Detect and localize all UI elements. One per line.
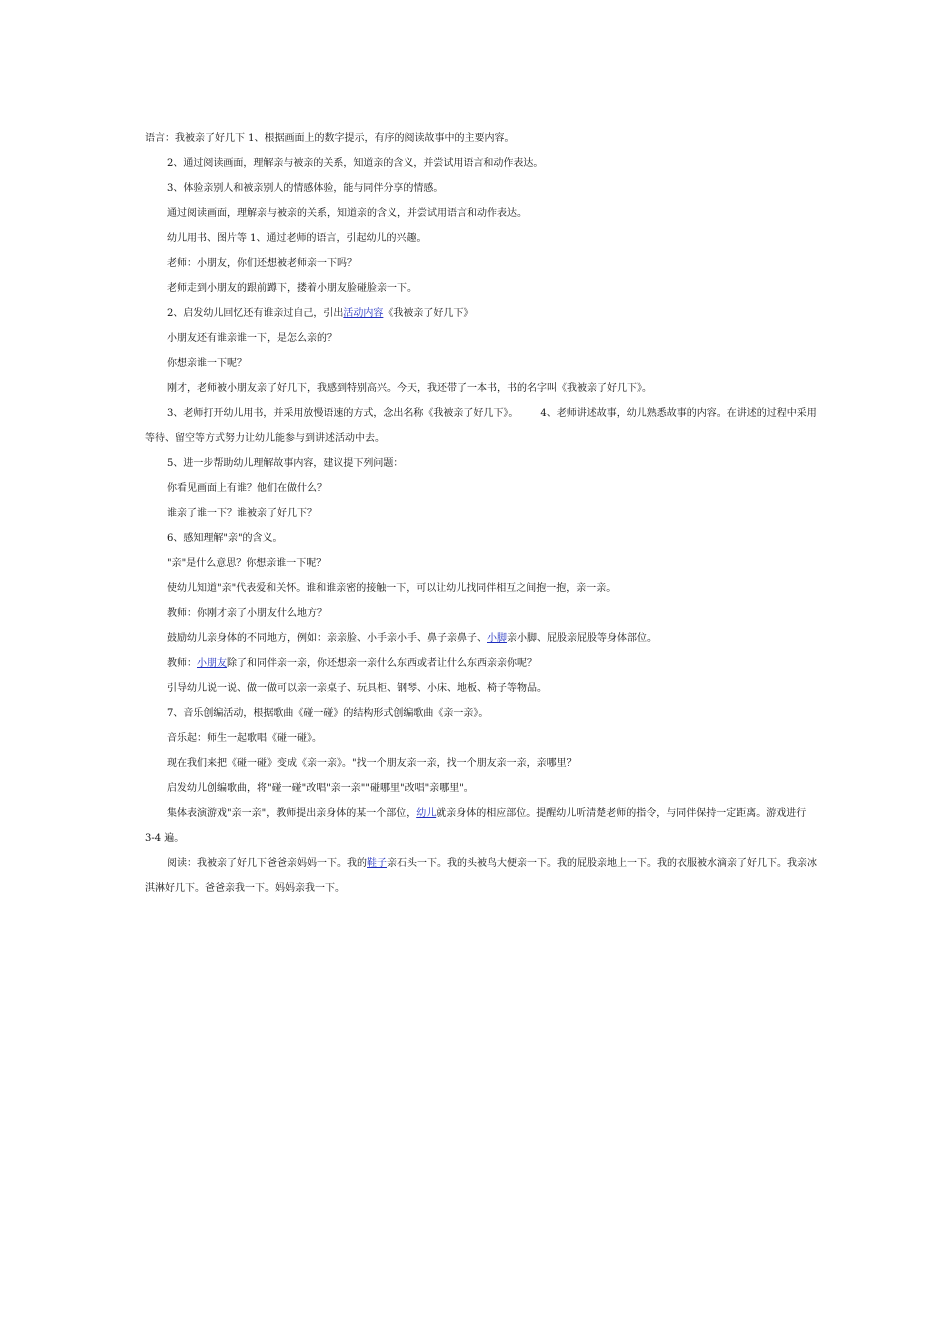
paragraph-materials: 幼儿用书、图片等 1、通过老师的语言，引起幼儿的兴趣。: [167, 233, 427, 244]
paragraph-step-5: 5、进一步帮助幼儿理解故事内容，建议提下列问题：: [167, 458, 404, 469]
paragraph-meaning: 使幼儿知道"亲"代表爱和关怀。谁和谁亲密的接触一下，可以让幼儿找同伴相互之间抱一抱，亲一亲。: [167, 583, 617, 594]
paragraph-song-create: 启发幼儿创编歌曲，将"碰一碰"改唱"亲一亲""碰哪里"改唱"亲哪里"。: [167, 783, 474, 794]
paragraph-question-want: 你想亲谁一下呢？: [167, 358, 247, 369]
paragraph-q2: 谁亲了谁一下？谁被亲了好几下？: [167, 508, 317, 519]
paragraph-goal-2: 2、通过阅读画面，理解亲与被亲的关系，知道亲的含义，并尝试用语言和动作表达。: [167, 158, 544, 169]
paragraph-intro: 语言：我被亲了好几下 1、根据画面上的数字提示，有序的阅读故事中的主要内容。: [145, 133, 515, 144]
shoes-link[interactable]: 鞋子: [367, 858, 387, 869]
paragraph-teacher-objects: 教师：小朋友除了和同伴亲一亲，你还想亲一亲什么东西或者让什么东西亲亲你呢？: [167, 658, 537, 669]
paragraph-music-start: 音乐起：师生一起歌唱《碰一碰》。: [167, 733, 322, 744]
paragraph-guide: 引导幼儿说一说、做一做可以亲一亲桌子、玩具柜、钢琴、小床、地板、椅子等物品。: [167, 683, 547, 694]
paragraph-step-2: 2、启发幼儿回忆还有谁亲过自己，引出活动内容《我被亲了好几下》: [167, 308, 474, 319]
paragraph-song-change: 现在我们来把《碰一碰》变成《亲一亲》。"找一个朋友亲一亲，找一个朋友亲一亲，亲哪里？: [167, 758, 577, 769]
children-link[interactable]: 小朋友: [197, 658, 227, 669]
activity-content-link[interactable]: 活动内容: [343, 308, 384, 319]
paragraph-q1: 你看见画面上有谁？他们在做什么？: [167, 483, 327, 494]
paragraph-teacher-question: 老师：小朋友，你们还想被老师亲一下吗？: [167, 258, 357, 269]
paragraph-step-6: 6、感知理解"亲"的含义。: [167, 533, 283, 544]
paragraph-step-7: 7、音乐创编活动，根据歌曲《碰一碰》的结构形式创编歌曲《亲一亲》。: [167, 708, 489, 719]
paragraph-teacher-action: 老师走到小朋友的跟前蹲下，搂着小朋友脸碰脸亲一下。: [167, 283, 417, 294]
paragraph-meaning-question: "亲"是什么意思？你想亲谁一下呢？: [167, 558, 327, 569]
paragraph-reading: 阅读：我被亲了好几下爸爸亲妈妈一下。我的鞋子亲石头一下。我的头被鸟大便亲一下。我的屁股亲地上一下。我的衣服被水滴亲了好几下。我亲冰淇淋好几下。爸爸亲我一下。妈妈亲我一下。: [145, 858, 817, 894]
paragraph-book-intro: 刚才，老师被小朋友亲了好几下，我感到特别高兴。今天，我还带了一本书，书的名字叫《我被亲了好几下》。: [167, 383, 652, 394]
paragraph-step-3-4: 3、老师打开幼儿用书，并采用放慢语速的方式，念出名称《我被亲了好几下》。 4、老师讲述故事，幼儿熟悉故事的内容。在讲述的过程中采用等待、留空等方式努力让幼儿能参与到讲述活动中去。: [145, 408, 817, 444]
paragraph-game: 集体表演游戏"亲一亲"，教师提出亲身体的某一个部位，幼儿就亲身体的相应部位。提醒幼儿听清楚老师的指令，与同伴保持一定距离。游戏进行 3-4 遍。: [145, 808, 807, 844]
paragraph-focus: 通过阅读画面，理解亲与被亲的关系，知道亲的含义，并尝试用语言和动作表达。: [167, 208, 527, 219]
paragraph-question-who: 小朋友还有谁亲谁一下，是怎么亲的？: [167, 333, 337, 344]
paragraph-teacher-where: 教师：你刚才亲了小朋友什么地方？: [167, 608, 327, 619]
paragraph-encourage: 鼓励幼儿亲身体的不同地方，例如：亲亲脸、小手亲小手、鼻子亲鼻子、小脚亲小脚、屁股亲屁股等身体部位。: [167, 633, 657, 644]
document-body: [145, 126, 817, 901]
paragraph-goal-3: 3、体验亲别人和被亲别人的情感体验，能与同伴分享的情感。: [167, 183, 444, 194]
young-children-link[interactable]: 幼儿: [416, 808, 437, 819]
little-feet-link[interactable]: 小脚: [487, 633, 507, 644]
